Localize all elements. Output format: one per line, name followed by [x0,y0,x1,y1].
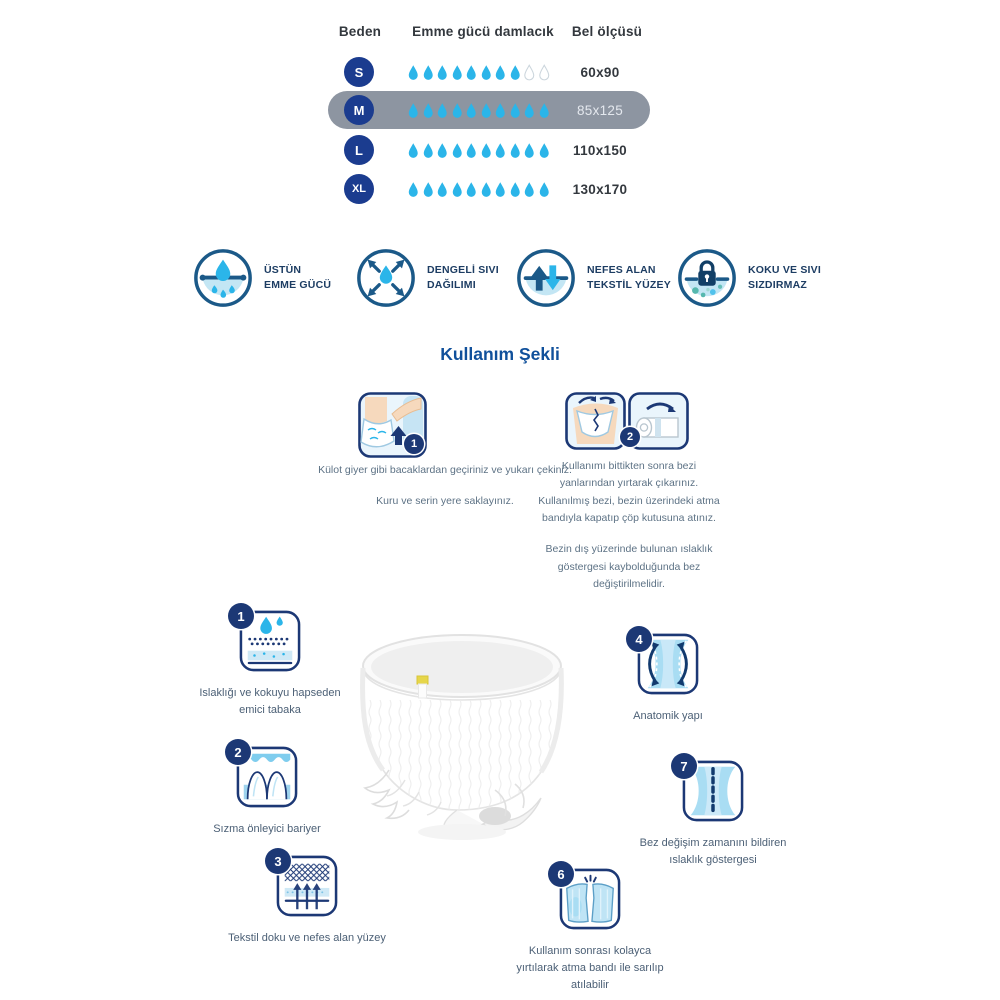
feature-easy-disposal [510,868,670,994]
droplet-filled-icon [450,63,465,82]
droplet-filled-icon [450,180,465,199]
size-row-s [328,53,650,91]
droplet-filled-icon [464,180,479,199]
usage-step-1-text: Külot giyer gibi bacaklardan geçiriniz ve yukarı çekiniz. Kuru ve serin yere saklayınız. [318,464,572,508]
droplet-rating [406,141,556,160]
size-badge-l: L [344,135,374,165]
feature-wetness-indicator [633,760,793,869]
feature-label: Bez değişim zamanını bildiren ıslaklık göstergesi [639,837,787,867]
benefit-odor-lock [676,247,840,309]
feature-number-badge: 7 [671,753,697,779]
benefit-breathable [515,247,679,309]
droplet-filled-icon [435,180,450,199]
product-image [345,620,580,848]
feature-anatomic-shape [588,633,748,725]
benefit-absorption [192,247,356,309]
droplet-filled-icon [421,141,436,160]
droplet-filled-icon [406,63,421,82]
droplet-filled-icon [508,180,523,199]
odor-liquid-lock-icon [676,247,738,309]
droplet-filled-icon [479,141,494,160]
droplet-filled-icon [406,141,421,160]
droplet-empty-icon [537,63,552,82]
droplet-filled-icon [522,141,537,160]
droplet-filled-icon [508,141,523,160]
liquid-distribution-icon [355,247,417,309]
droplet-rating [406,180,556,199]
size-row-xl [328,170,650,208]
absorption-droplet-icon [192,247,254,309]
benefit-label: KOKU VE SIVI SIZDIRMAZ [748,263,821,291]
size-badge-m: M [344,95,374,125]
droplet-filled-icon [537,141,552,160]
droplet-filled-icon [537,180,552,199]
diaper-pants-illustration [345,620,580,848]
size-badge-s: S [344,57,374,87]
droplet-filled-icon [493,63,508,82]
droplet-filled-icon [508,101,523,120]
droplet-filled-icon [421,101,436,120]
usage-step-2-illustration [565,392,689,450]
droplet-filled-icon [479,180,494,199]
droplet-filled-icon [435,63,450,82]
benefit-distribution [355,247,519,309]
droplet-filled-icon [508,63,523,82]
usage-title: Kullanım Şekli [440,344,560,364]
droplet-filled-icon [464,63,479,82]
droplet-filled-icon [537,101,552,120]
droplet-filled-icon [493,101,508,120]
size-badge-xl: XL [344,174,374,204]
feature-label: Anatomik yapı [633,710,703,722]
droplet-filled-icon [406,101,421,120]
waist-value: 130x170 [572,181,628,197]
feature-number-badge: 2 [225,739,251,765]
feature-number-badge: 1 [228,603,254,629]
feature-label: Tekstil doku ve nefes alan yüzey [228,932,386,944]
droplet-filled-icon [464,141,479,160]
step-number-badge: 1 [404,434,424,454]
droplet-filled-icon [450,141,465,160]
feature-number-badge: 6 [548,861,574,887]
droplet-filled-icon [435,141,450,160]
waist-value: 60x90 [580,64,620,80]
droplet-filled-icon [421,180,436,199]
size-column-header: Beden [338,24,382,39]
droplet-filled-icon [479,101,494,120]
usage-step-1-illustration [358,392,427,458]
absorbency-column-header: Emme gücü damlacık [412,24,554,39]
droplet-filled-icon [493,141,508,160]
feature-number-badge: 4 [626,626,652,652]
feature-number-badge: 3 [265,848,291,874]
droplet-rating [406,101,556,120]
feature-absorbent-layer [190,610,350,719]
droplet-rating [406,63,556,82]
feature-leak-barrier [187,746,347,838]
droplet-filled-icon [406,180,421,199]
step-number-badge: 2 [620,427,640,447]
feature-label: Sızma önleyici bariyer [213,823,321,835]
droplet-filled-icon [421,63,436,82]
benefit-label: DENGELİ SIVI DAĞILIMI [427,263,499,291]
size-row-m-selected [328,91,650,129]
droplet-filled-icon [522,180,537,199]
droplet-empty-icon [522,63,537,82]
droplet-filled-icon [464,101,479,120]
waist-column-header: Bel ölçüsü [571,24,643,39]
droplet-filled-icon [522,101,537,120]
waist-value: 110x150 [573,142,627,158]
feature-label: Islaklığı ve kokuyu hapseden emici tabaka [199,687,341,717]
breathable-textile-icon [515,247,577,309]
benefit-label: ÜSTÜN EMME GÜCÜ [264,263,332,291]
droplet-filled-icon [493,180,508,199]
benefit-label: NEFES ALAN TEKSTİL YÜZEY [587,263,671,291]
size-row-l [328,131,650,169]
feature-label: Kullanım sonrası kolayca yırtılarak atma bandı ile sarılıp atılabilir [516,945,664,992]
droplet-filled-icon [435,101,450,120]
droplet-filled-icon [479,63,494,82]
waist-value: 85x125 [576,102,624,118]
feature-textile-mesh [227,855,387,947]
droplet-filled-icon [450,101,465,120]
usage-step-2-text: Kullanımı bittikten sonra bezi yanlarından yırtarak çıkarınız. Kullanılmış bezi, bezin üzerindeki atma bandıyla kapatıp çöp kutusuna atınız. Bezin dış yüzerinde bulunan ıslaklık göstergesi kaybolduğunda bez değiştirilmelidir. [538,460,720,590]
